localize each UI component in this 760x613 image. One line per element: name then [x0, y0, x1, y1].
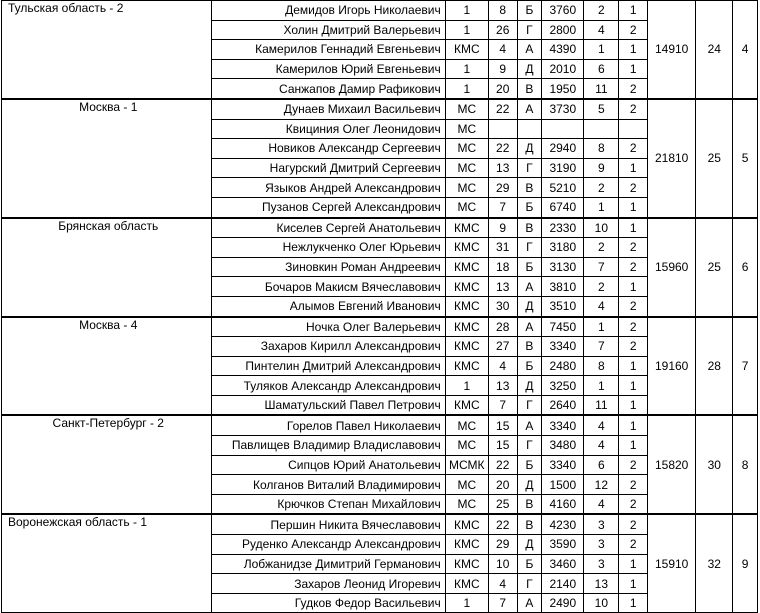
athlete-category: В [517, 178, 542, 198]
team-total: 14910 [648, 1, 696, 99]
athlete-score: 3180 [542, 238, 584, 258]
team-points: 25 [696, 218, 733, 317]
athlete-position: 5 [584, 99, 619, 119]
athlete-rank: КМС [445, 40, 488, 60]
team-points: 30 [696, 415, 733, 514]
athlete-category: А [517, 317, 542, 337]
team-name: Москва - 4 [2, 317, 212, 416]
athlete-result: 2 [619, 317, 648, 337]
athlete-rank: КМС [445, 554, 488, 574]
athlete-name: Гудков Федор Васильевич [211, 593, 445, 613]
athlete-category: В [517, 494, 542, 514]
athlete-name: Павлищев Владимир Владиславович [211, 436, 445, 456]
athlete-score: 6740 [542, 197, 584, 217]
athlete-rank: МС [445, 139, 488, 159]
athlete-score: 5210 [542, 178, 584, 198]
athlete-position: 4 [584, 415, 619, 435]
athlete-category: Д [517, 475, 542, 495]
team-name: Санкт-Петербург - 2 [2, 415, 212, 514]
athlete-number: 26 [488, 20, 517, 40]
athlete-result: 1 [619, 158, 648, 178]
athlete-position: 12 [584, 475, 619, 495]
athlete-name: Горелов Павел Николаевич [211, 415, 445, 435]
team-place: 5 [733, 99, 758, 218]
athlete-number: 9 [488, 218, 517, 238]
athlete-name: Нежлукченко Олег Юрьевич [211, 238, 445, 258]
athlete-number: 4 [488, 356, 517, 376]
athlete-name: Руденко Александр Александрович [211, 535, 445, 555]
team-total: 21810 [648, 99, 696, 218]
athlete-position: 4 [584, 436, 619, 456]
athlete-name: Пузанов Сергей Александрович [211, 197, 445, 217]
athlete-number: 15 [488, 436, 517, 456]
athlete-number: 4 [488, 574, 517, 594]
athlete-category: Б [517, 455, 542, 475]
athlete-number: 22 [488, 99, 517, 119]
athlete-number: 7 [488, 197, 517, 217]
athlete-category: Д [517, 535, 542, 555]
athlete-position: 3 [584, 514, 619, 534]
athlete-number: 10 [488, 554, 517, 574]
athlete-result: 1 [619, 376, 648, 396]
athlete-name: Нагурский Дмитрий Сергеевич [211, 158, 445, 178]
athlete-result: 1 [619, 574, 648, 594]
athlete-rank: 1 [445, 20, 488, 40]
athlete-number: 25 [488, 494, 517, 514]
athlete-category: Б [517, 257, 542, 277]
athlete-result: 2 [619, 139, 648, 159]
team-name: Москва - 1 [2, 99, 212, 218]
athlete-name: Холин Дмитрий Валерьевич [211, 20, 445, 40]
athlete-position: 10 [584, 218, 619, 238]
athlete-position: 7 [584, 337, 619, 357]
athlete-rank: 1 [445, 79, 488, 99]
team-total: 15910 [648, 514, 696, 612]
athlete-category: А [517, 593, 542, 613]
athlete-number: 29 [488, 535, 517, 555]
athlete-category: Г [517, 574, 542, 594]
athlete-result: 1 [619, 436, 648, 456]
athlete-result: 1 [619, 554, 648, 574]
athlete-result: 2 [619, 494, 648, 514]
athlete-position: 1 [584, 376, 619, 396]
athlete-rank: МС [445, 158, 488, 178]
table-body [2, 1, 758, 613]
team-name: Воронежская область - 1 [2, 514, 212, 612]
athlete-position: 4 [584, 494, 619, 514]
athlete-result: 1 [619, 415, 648, 435]
athlete-category: Б [517, 356, 542, 376]
athlete-number: 18 [488, 257, 517, 277]
athlete-result: 2 [619, 178, 648, 198]
athlete-category [517, 119, 542, 139]
athlete-rank: 1 [445, 1, 488, 21]
athlete-result: 2 [619, 99, 648, 119]
athlete-result: 1 [619, 40, 648, 60]
athlete-category: Г [517, 158, 542, 178]
athlete-number: 7 [488, 395, 517, 415]
athlete-result: 1 [619, 395, 648, 415]
team-place: 4 [733, 1, 758, 99]
athlete-category: Б [517, 197, 542, 217]
athlete-name: Крючков Степан Михайлович [211, 494, 445, 514]
table-row [2, 218, 758, 238]
athlete-number: 15 [488, 415, 517, 435]
athlete-score: 2330 [542, 218, 584, 238]
athlete-name: Сипцов Юрий Анатольевич [211, 455, 445, 475]
athlete-rank: МС [445, 436, 488, 456]
athlete-name: Зиновкин Роман Андреевич [211, 257, 445, 277]
athlete-rank: МСМК [445, 455, 488, 475]
athlete-position: 1 [584, 317, 619, 337]
athlete-result: 2 [619, 337, 648, 357]
athlete-score: 2010 [542, 59, 584, 79]
athlete-rank: 1 [445, 376, 488, 396]
athlete-score: 3340 [542, 415, 584, 435]
team-place: 9 [733, 514, 758, 612]
athlete-category: В [517, 79, 542, 99]
athlete-result: 2 [619, 238, 648, 258]
athlete-score: 3190 [542, 158, 584, 178]
athlete-category: А [517, 99, 542, 119]
athlete-name: Захаров Леонид Игоревич [211, 574, 445, 594]
athlete-number: 28 [488, 317, 517, 337]
athlete-name: Пинтелин Дмитрий Александрович [211, 356, 445, 376]
athlete-number: 27 [488, 337, 517, 357]
athlete-rank: МС [445, 475, 488, 495]
athlete-name: Шаматульский Павел Петрович [211, 395, 445, 415]
athlete-name: Ночка Олег Валерьевич [211, 317, 445, 337]
athlete-category: Б [517, 554, 542, 574]
athlete-rank: КМС [445, 356, 488, 376]
athlete-position: 2 [584, 1, 619, 21]
athlete-position: 11 [584, 79, 619, 99]
athlete-name: Демидов Игорь Николаевич [211, 1, 445, 21]
athlete-number: 13 [488, 376, 517, 396]
athlete-name: Туляков Александр Александрович [211, 376, 445, 396]
athlete-rank: КМС [445, 296, 488, 316]
athlete-rank: КМС [445, 395, 488, 415]
team-points: 25 [696, 99, 733, 218]
team-points: 28 [696, 317, 733, 416]
athlete-result: 2 [619, 455, 648, 475]
athlete-result [619, 119, 648, 139]
results-table [1, 0, 758, 613]
athlete-number: 22 [488, 455, 517, 475]
athlete-score: 2480 [542, 356, 584, 376]
athlete-result: 1 [619, 356, 648, 376]
athlete-category: Г [517, 238, 542, 258]
athlete-score: 4390 [542, 40, 584, 60]
athlete-category: В [517, 514, 542, 534]
athlete-score: 3760 [542, 1, 584, 21]
athlete-result: 1 [619, 593, 648, 613]
athlete-score [542, 119, 584, 139]
athlete-number: 8 [488, 1, 517, 21]
athlete-position [584, 119, 619, 139]
athlete-position: 4 [584, 20, 619, 40]
athlete-category: Д [517, 296, 542, 316]
athlete-score: 3460 [542, 554, 584, 574]
athlete-number [488, 119, 517, 139]
team-total: 15820 [648, 415, 696, 514]
athlete-name: Камерилов Юрий Евгеньевич [211, 59, 445, 79]
athlete-rank: КМС [445, 574, 488, 594]
athlete-result: 1 [619, 218, 648, 238]
athlete-rank: КМС [445, 218, 488, 238]
athlete-score: 3510 [542, 296, 584, 316]
athlete-number: 9 [488, 59, 517, 79]
athlete-number: 20 [488, 475, 517, 495]
athlete-score: 2490 [542, 593, 584, 613]
athlete-name: Колганов Виталий Владимирович [211, 475, 445, 495]
table-row [2, 415, 758, 435]
athlete-number: 22 [488, 514, 517, 534]
athlete-score: 3130 [542, 257, 584, 277]
athlete-result: 2 [619, 20, 648, 40]
athlete-score: 3340 [542, 337, 584, 357]
athlete-name: Першин Никита Вячеславович [211, 514, 445, 534]
athlete-result: 1 [619, 1, 648, 21]
athlete-position: 2 [584, 178, 619, 198]
athlete-position: 4 [584, 296, 619, 316]
team-place: 7 [733, 317, 758, 416]
athlete-result: 1 [619, 197, 648, 217]
athlete-score: 3480 [542, 436, 584, 456]
table-row [2, 317, 758, 337]
athlete-position: 7 [584, 257, 619, 277]
athlete-name: Санжапов Дамир Рафикович [211, 79, 445, 99]
athlete-score: 3340 [542, 455, 584, 475]
athlete-category: А [517, 277, 542, 297]
athlete-category: А [517, 40, 542, 60]
team-total: 15960 [648, 218, 696, 317]
table-row [2, 1, 758, 21]
athlete-result: 2 [619, 296, 648, 316]
athlete-rank: МС [445, 119, 488, 139]
athlete-rank: 1 [445, 593, 488, 613]
athlete-number: 30 [488, 296, 517, 316]
athlete-number: 13 [488, 277, 517, 297]
team-points: 24 [696, 1, 733, 99]
athlete-category: Г [517, 436, 542, 456]
team-place: 8 [733, 415, 758, 514]
table-row [2, 514, 758, 534]
athlete-score: 3810 [542, 277, 584, 297]
athlete-rank: КМС [445, 514, 488, 534]
athlete-rank: МС [445, 178, 488, 198]
athlete-number: 22 [488, 139, 517, 159]
athlete-name: Захаров Кирилл Александрович [211, 337, 445, 357]
table-row [2, 99, 758, 119]
athlete-score: 2640 [542, 395, 584, 415]
athlete-rank: 1 [445, 59, 488, 79]
athlete-score: 2940 [542, 139, 584, 159]
athlete-rank: МС [445, 415, 488, 435]
athlete-rank: КМС [445, 238, 488, 258]
athlete-rank: КМС [445, 257, 488, 277]
athlete-score: 1950 [542, 79, 584, 99]
athlete-position: 2 [584, 238, 619, 258]
athlete-result: 2 [619, 257, 648, 277]
team-name: Брянская область [2, 218, 212, 317]
athlete-rank: МС [445, 494, 488, 514]
athlete-name: Квициния Олег Леонидович [211, 119, 445, 139]
athlete-position: 6 [584, 59, 619, 79]
athlete-score: 2800 [542, 20, 584, 40]
athlete-rank: КМС [445, 317, 488, 337]
athlete-rank: КМС [445, 535, 488, 555]
athlete-category: Б [517, 1, 542, 21]
athlete-score: 1500 [542, 475, 584, 495]
athlete-category: Д [517, 376, 542, 396]
athlete-position: 1 [584, 40, 619, 60]
athlete-result: 2 [619, 514, 648, 534]
athlete-name: Новиков Александр Сергеевич [211, 139, 445, 159]
team-place: 6 [733, 218, 758, 317]
athlete-position: 13 [584, 574, 619, 594]
athlete-score: 4160 [542, 494, 584, 514]
athlete-position: 2 [584, 277, 619, 297]
athlete-position: 10 [584, 593, 619, 613]
athlete-name: Алымов Евгений Иванович [211, 296, 445, 316]
athlete-number: 13 [488, 158, 517, 178]
athlete-rank: МС [445, 99, 488, 119]
athlete-category: Г [517, 20, 542, 40]
athlete-result: 2 [619, 79, 648, 99]
athlete-position: 11 [584, 395, 619, 415]
athlete-rank: МС [445, 197, 488, 217]
athlete-position: 9 [584, 158, 619, 178]
athlete-result: 2 [619, 475, 648, 495]
athlete-category: Д [517, 139, 542, 159]
athlete-name: Камерилов Геннадий Евгеньевич [211, 40, 445, 60]
athlete-rank: КМС [445, 337, 488, 357]
athlete-score: 3590 [542, 535, 584, 555]
athlete-position: 3 [584, 554, 619, 574]
athlete-score: 4230 [542, 514, 584, 534]
athlete-category: В [517, 218, 542, 238]
athlete-rank: КМС [445, 277, 488, 297]
athlete-category: В [517, 337, 542, 357]
athlete-position: 1 [584, 197, 619, 217]
athlete-category: А [517, 415, 542, 435]
athlete-number: 31 [488, 238, 517, 258]
athlete-number: 29 [488, 178, 517, 198]
athlete-number: 7 [488, 593, 517, 613]
athlete-number: 20 [488, 79, 517, 99]
athlete-position: 8 [584, 356, 619, 376]
athlete-result: 1 [619, 59, 648, 79]
athlete-category: Д [517, 59, 542, 79]
athlete-position: 6 [584, 455, 619, 475]
athlete-name: Языков Андрей Александрович [211, 178, 445, 198]
athlete-score: 3250 [542, 376, 584, 396]
athlete-result: 2 [619, 535, 648, 555]
athlete-name: Киселев Сергей Анатольевич [211, 218, 445, 238]
athlete-score: 3730 [542, 99, 584, 119]
athlete-position: 3 [584, 535, 619, 555]
team-name: Тульская область - 2 [2, 1, 212, 99]
athlete-number: 4 [488, 40, 517, 60]
athlete-name: Дунаев Михаил Васильевич [211, 99, 445, 119]
athlete-score: 2140 [542, 574, 584, 594]
athlete-result: 1 [619, 277, 648, 297]
athlete-name: Лобжанидзе Димитрий Германович [211, 554, 445, 574]
athlete-name: Бочаров Макисм Вячеславович [211, 277, 445, 297]
team-points: 32 [696, 514, 733, 612]
athlete-score: 7450 [542, 317, 584, 337]
athlete-position: 8 [584, 139, 619, 159]
athlete-category: Г [517, 395, 542, 415]
team-total: 19160 [648, 317, 696, 416]
